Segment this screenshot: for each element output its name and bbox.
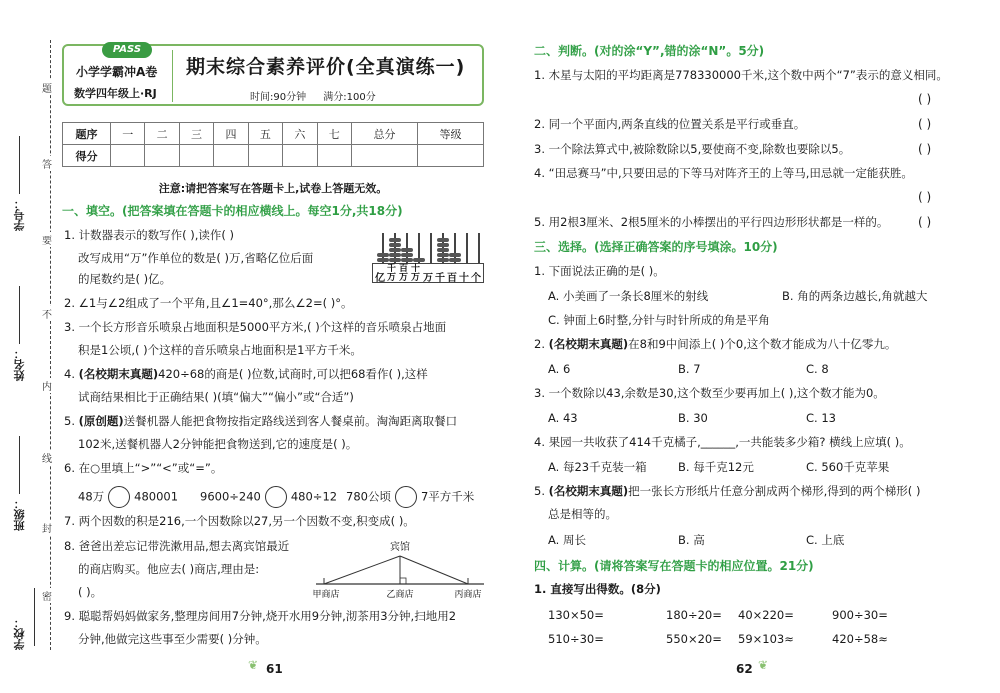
binding-char: 密 <box>42 588 52 603</box>
score-cell[interactable] <box>111 145 145 167</box>
answer-paren[interactable]: ( ) <box>918 117 932 131</box>
exam-title: 期末综合素养评价(全真演练一) <box>186 56 466 78</box>
abacus-bead <box>389 238 401 242</box>
series-name: 小学学霸冲A卷 <box>76 65 158 79</box>
column-header: 三 <box>179 123 213 145</box>
abacus-bead <box>437 253 449 257</box>
abacus-label: 十 <box>459 273 469 284</box>
exam-header <box>62 44 484 106</box>
header-divider <box>172 50 173 102</box>
compare-circle[interactable] <box>265 486 287 508</box>
abacus-bead <box>437 243 449 247</box>
abacus-bead <box>449 258 461 262</box>
column-header: 七 <box>317 123 351 145</box>
question-5-line-1: 5. (原创题)送餐机器人能把食物按指定路线送到客人餐桌前。淘淘距离取餐口 <box>64 414 458 428</box>
calc-item[interactable]: 59×103≈ <box>738 632 794 646</box>
right-angle-mark <box>400 578 406 584</box>
abacus-figure <box>372 229 484 287</box>
choice-option[interactable]: C. 钟面上6时整,分针与时针所成的角是平角 <box>548 313 770 327</box>
calc-item[interactable]: 130×50= <box>548 608 604 622</box>
score-cell[interactable] <box>179 145 213 167</box>
question-6-compare-2: 9600÷240 480÷12 <box>200 486 337 508</box>
answer-paren[interactable]: ( ) <box>918 92 932 106</box>
abacus-label: 千万 <box>387 264 397 283</box>
abacus-bead <box>389 253 401 257</box>
score-cell[interactable] <box>283 145 317 167</box>
column-header: 二 <box>145 123 179 145</box>
abacus-label: 个 <box>471 273 481 284</box>
column-header: 等级 <box>417 123 483 145</box>
class-field[interactable]: 班级： <box>12 436 28 531</box>
question-4-line-1: 4. (名校期末真题)420÷68的商是( )位数,试商时,可以把68看作( ),这样 <box>64 367 428 381</box>
judge-question-4: 4. “田忌赛马”中,只要田忌的下等马对阵齐王的上等马,田忌就一定能获胜。 <box>534 166 913 180</box>
table-row <box>63 123 484 145</box>
binding-strip <box>10 40 54 650</box>
section-fill-in-title: 一、填空。(把答案填在答题卡的相应横线上。每空1分,共18分) <box>62 204 403 218</box>
path-to-shop-c <box>400 556 468 584</box>
abacus-bead <box>377 258 389 262</box>
answer-paren[interactable]: ( ) <box>918 190 932 204</box>
binding-char: 题 <box>42 80 52 95</box>
choice-option[interactable]: A. 每23千克装一箱 <box>548 460 647 474</box>
abacus-bead <box>401 253 413 257</box>
column-header: 四 <box>214 123 248 145</box>
column-header: 五 <box>248 123 282 145</box>
choice-question-5-line-2: 总是相等的。 <box>548 507 617 521</box>
abacus-bead <box>437 258 449 262</box>
section-judge-title: 二、判断。(对的涂“Y”,错的涂“N”。5分) <box>534 44 765 58</box>
abacus-bead <box>437 238 449 242</box>
section-calc-title: 四、计算。(请将答案写在答题卡的相应位置。21分) <box>534 559 814 573</box>
question-3-line-2: 积是1公顷,( )个这样的音乐喷泉占地面积是1平方千米。 <box>78 343 362 357</box>
calc-item[interactable]: 40×220= <box>738 608 794 622</box>
judge-question-5: 5. 用2根3厘米、2根5厘米的小棒摆出的平行四边形形状都是一样的。 <box>534 215 889 229</box>
calc-item[interactable]: 900÷30= <box>832 608 888 622</box>
section-choice-title: 三、选择。(选择正确答案的序号填涂。10分) <box>534 240 778 254</box>
abacus-bead <box>413 258 425 262</box>
compare-circle[interactable] <box>108 486 130 508</box>
question-1-line-3: 的尾数约是( )亿。 <box>78 272 172 286</box>
question-3-line-1: 3. 一个长方形音乐喷泉占地面积是5000平方米,( )个这样的音乐喷泉占地面 <box>64 320 447 334</box>
name-field[interactable]: 姓名： <box>12 286 28 381</box>
abacus-label: 十万 <box>411 264 421 283</box>
choice-option[interactable]: A. 周长 <box>548 533 586 547</box>
abacus-bead <box>437 248 449 252</box>
abacus-rod <box>478 233 480 263</box>
question-6-compare-3: 780公顷 7平方千米 <box>346 486 474 508</box>
choice-option[interactable]: B. 每千克12元 <box>678 460 754 474</box>
abacus-bead <box>389 248 401 252</box>
binding-char: 不 <box>42 306 52 321</box>
abacus-label: 百 <box>447 273 457 284</box>
question-6-line-1: 6. 在○里填上“>”“<”或“=”。 <box>64 461 223 475</box>
choice-option[interactable]: B. 角的两条边越长,角就越大 <box>782 289 928 303</box>
path-to-shop-a <box>324 556 400 584</box>
answer-paren[interactable]: ( ) <box>918 142 932 156</box>
grade-label: 数学四年级上·RJ <box>74 87 157 100</box>
question-1-line-2: 改写成用“万”作单位的数是( )万,省略亿位后面 <box>78 251 314 265</box>
question-8-line-3: ( )。 <box>78 585 103 599</box>
question-tag: (原创题) <box>78 414 124 428</box>
calc-subtitle: 1. 直接写出得数。(8分) <box>534 582 661 596</box>
choice-option[interactable]: A. 6 <box>548 362 571 376</box>
abacus-bead <box>449 253 461 257</box>
abacus-label: 千 <box>435 273 445 284</box>
score-cell[interactable] <box>248 145 282 167</box>
question-tag: (名校期末真题) <box>548 337 629 351</box>
choice-option[interactable]: B. 30 <box>678 411 708 425</box>
choice-option[interactable]: A. 43 <box>548 411 578 425</box>
table-row <box>63 145 484 167</box>
calc-item[interactable]: 550×20= <box>666 632 722 646</box>
question-4-line-2: 试商结果相比于正确结果( )(填“偏大”“偏小”或“合适”) <box>78 390 354 404</box>
calc-item[interactable]: 420÷58≈ <box>832 632 888 646</box>
binding-char: 内 <box>42 378 52 393</box>
shop-a-label: 甲商店 <box>312 590 340 600</box>
compare-circle[interactable] <box>395 486 417 508</box>
abacus-bead <box>377 253 389 257</box>
exam-notice: 注意:请把答案写在答题卡上,试卷上答题无效。 <box>158 182 388 195</box>
choice-option[interactable]: C. 8 <box>806 362 829 376</box>
choice-option[interactable]: B. 高 <box>678 533 705 547</box>
question-7: 7. 两个因数的积是216,一个因数除以27,另一个因数不变,积变成( )。 <box>64 514 415 528</box>
score-cell[interactable] <box>317 145 351 167</box>
shop-c-label: 丙商店 <box>454 590 482 600</box>
pass-logo: PASS <box>102 42 152 58</box>
question-9-line-2: 分钟,他做完这些事至少需要( )分钟。 <box>78 632 267 646</box>
abacus-bead <box>401 248 413 252</box>
choice-question-1: 1. 下面说法正确的是( )。 <box>534 264 665 278</box>
column-header: 总分 <box>351 123 417 145</box>
abacus-rod <box>430 233 432 263</box>
abacus-label: 亿 <box>375 273 385 284</box>
calc-item[interactable]: 510÷30= <box>548 632 604 646</box>
judge-question-1: 1. 木星与太阳的平均距离是778330000千米,这个数中两个“7”表示的意义相同。 <box>534 68 948 82</box>
choice-question-4: 4. 果园一共收获了414千克橘子,______,一共能装多少箱? 横线上应填( )。 <box>534 435 911 449</box>
abacus-bead <box>389 258 401 262</box>
score-table <box>62 122 484 167</box>
score-cell[interactable] <box>214 145 248 167</box>
judge-question-2: 2. 同一个平面内,两条直线的位置关系是平行或垂直。 <box>534 117 806 131</box>
exam-full-score: 满分:100分 <box>323 92 376 103</box>
binding-char: 线 <box>42 450 52 465</box>
page-number: 61 <box>266 662 283 676</box>
question-1-line-1: 1. 计数器表示的数写作( ),读作( ) <box>64 228 235 242</box>
question-tag: (名校期末真题) <box>548 484 629 498</box>
leaf-icon: ❦ <box>248 658 259 672</box>
abacus-bead <box>389 243 401 247</box>
question-5-line-2: 102米,送餐机器人2分钟能把食物送到,它的速度是( )。 <box>78 437 358 451</box>
binding-dashed-line <box>50 40 51 650</box>
question-8-line-1: 8. 爸爸出差忘记带洗漱用品,想去离宾馆最近 <box>64 539 290 553</box>
column-header: 六 <box>283 123 317 145</box>
row-label: 得分 <box>63 145 111 167</box>
score-cell[interactable] <box>351 145 417 167</box>
binding-char: 封 <box>42 520 52 535</box>
right-page <box>500 0 1000 693</box>
exam-meta <box>250 88 390 103</box>
choice-option[interactable]: A. 小美画了一条长8厘米的射线 <box>548 289 709 303</box>
abacus-label: 万 <box>423 273 433 284</box>
judge-question-3: 3. 一个除法算式中,被除数除以5,要使商不变,除数也要除以5。 <box>534 142 851 156</box>
row-label: 题序 <box>63 123 111 145</box>
column-header: 一 <box>111 123 145 145</box>
binding-char: 答 <box>42 156 52 171</box>
binding-char: 要 <box>42 232 52 247</box>
choice-question-3: 3. 一个数除以43,余数是30,这个数至少要再加上( ),这个数才能为0。 <box>534 386 885 400</box>
student-id-field[interactable]: 学号： <box>12 136 28 231</box>
exam-time: 时间:90分钟 <box>250 92 307 103</box>
shop-map-figure <box>312 540 488 600</box>
choice-option[interactable]: C. 560千克苹果 <box>806 460 890 474</box>
choice-option[interactable]: C. 上底 <box>806 533 845 547</box>
question-6-compare-1: 48万 480001 <box>78 486 178 508</box>
choice-option[interactable]: B. 7 <box>678 362 701 376</box>
question-9-line-1: 9. 聪聪帮妈妈做家务,整理房间用7分钟,烧开水用9分钟,沏茶用3分钟,扫地用2 <box>64 609 457 623</box>
choice-option[interactable]: C. 13 <box>806 411 836 425</box>
score-cell[interactable] <box>417 145 483 167</box>
question-8-line-2: 的商店购买。他应去( )商店,理由是: <box>78 562 260 576</box>
abacus-bead <box>401 258 413 262</box>
shop-b-label: 乙商店 <box>386 590 414 600</box>
abacus-label: 百万 <box>399 264 409 283</box>
school-field[interactable]: 学校： <box>12 576 41 650</box>
answer-paren[interactable]: ( ) <box>918 215 932 229</box>
score-cell[interactable] <box>145 145 179 167</box>
page-number: 62 <box>736 662 753 676</box>
leaf-icon: ❦ <box>758 658 769 672</box>
question-tag: (名校期末真题) <box>78 367 159 381</box>
choice-question-5: 5. (名校期末真题)把一张长方形纸片任意分割成两个梯形,得到的两个梯形( ) <box>534 484 921 498</box>
abacus-rod <box>466 233 468 263</box>
calc-item[interactable]: 180÷20= <box>666 608 722 622</box>
question-2: 2. ∠1与∠2组成了一个平角,且∠1=40°,那么∠2=( )°。 <box>64 296 353 310</box>
hotel-label: 宾馆 <box>390 542 410 553</box>
choice-question-2: 2. (名校期末真题)在8和9中间添上( )个0,这个数才能成为八十亿零九。 <box>534 337 897 351</box>
